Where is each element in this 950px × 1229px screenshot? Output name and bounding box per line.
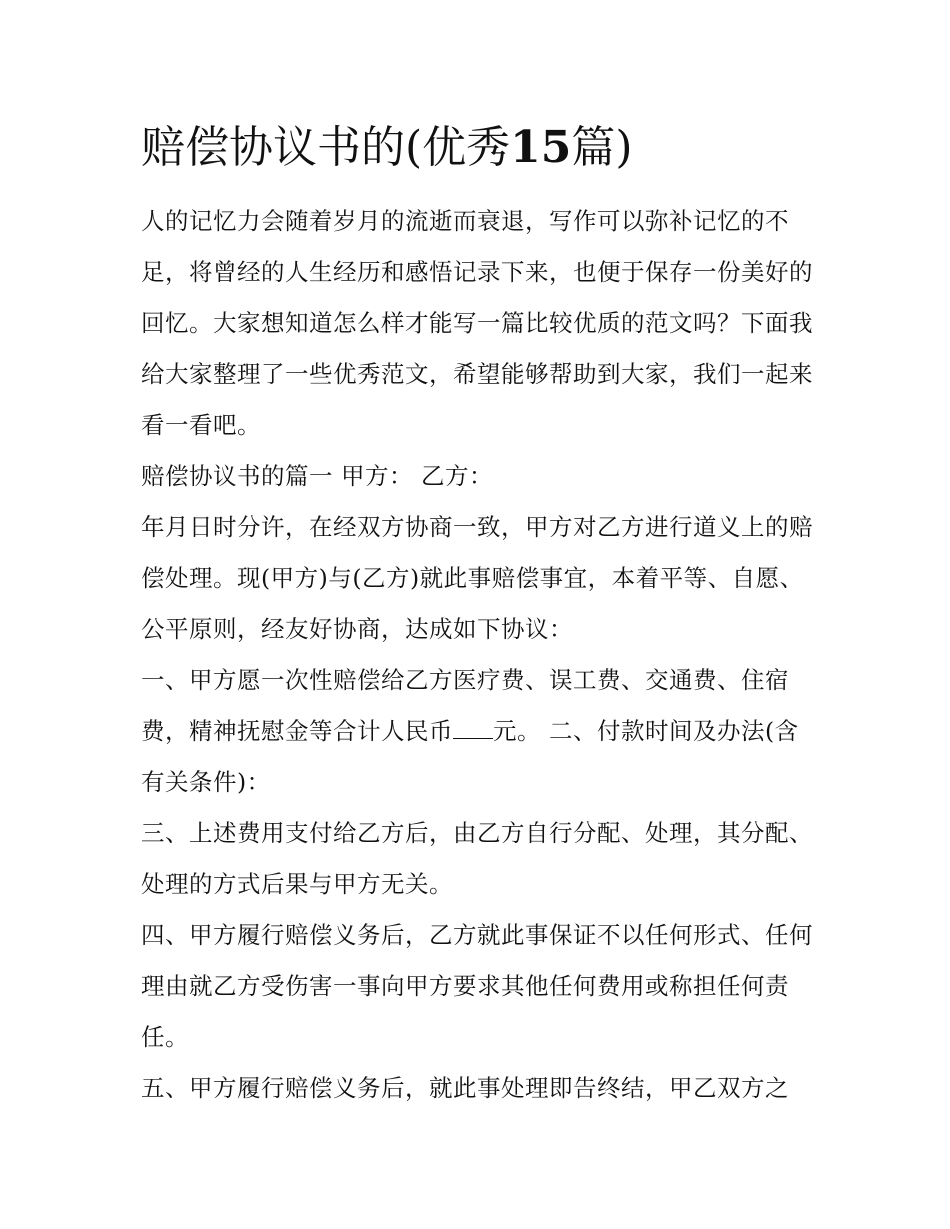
amount-blank-line	[453, 720, 493, 739]
section-heading-one: 赔偿协议书的篇一 甲方： 乙方：	[141, 462, 493, 490]
clause-five: 五、甲方履行赔偿义务后，就此事处理即告终结，甲乙双方之	[141, 1074, 789, 1102]
clause-two-text: 元。 二、付款时间及办法(含有关条件)：	[141, 717, 799, 796]
clause-one-text: 一、甲方愿一次性赔偿给乙方医疗费、误工费、交通费、住宿费，精神抚慰金等合计人民币	[141, 666, 789, 745]
intro-paragraph: 人的记忆力会随着岁月的流逝而衰退，写作可以弥补记忆的不足，将曾经的人生经历和感悟记录下来，也便于保存一份美好的回忆。大家想知道怎么样才能写一篇比较优质的范文吗？下面我给大家整理了一些优秀范文，希望能够帮助到大家，我们一起来看一看吧。	[141, 207, 813, 439]
document-title: 赔偿协议书的(优秀15篇)	[141, 122, 633, 173]
clause-one-two	[141, 655, 821, 808]
agreement-preamble: 年月日时分许，在经双方协商一致，甲方对乙方进行道义上的赔偿处理。现(甲方)与(乙方)就此事赔偿事宜，本着平等、自愿、公平原则，经友好协商，达成如下协议：	[141, 513, 813, 643]
clause-four: 四、甲方履行赔偿义务后，乙方就此事保证不以任何形式、任何理由就乙方受伤害一事向甲方要求其他任何费用或称担任何责任。	[141, 921, 813, 1051]
document-page	[141, 112, 821, 1114]
clause-three: 三、上述费用支付给乙方后，由乙方自行分配、处理，其分配、处理的方式后果与甲方无关。	[141, 819, 813, 898]
title-number: 15	[510, 122, 572, 173]
